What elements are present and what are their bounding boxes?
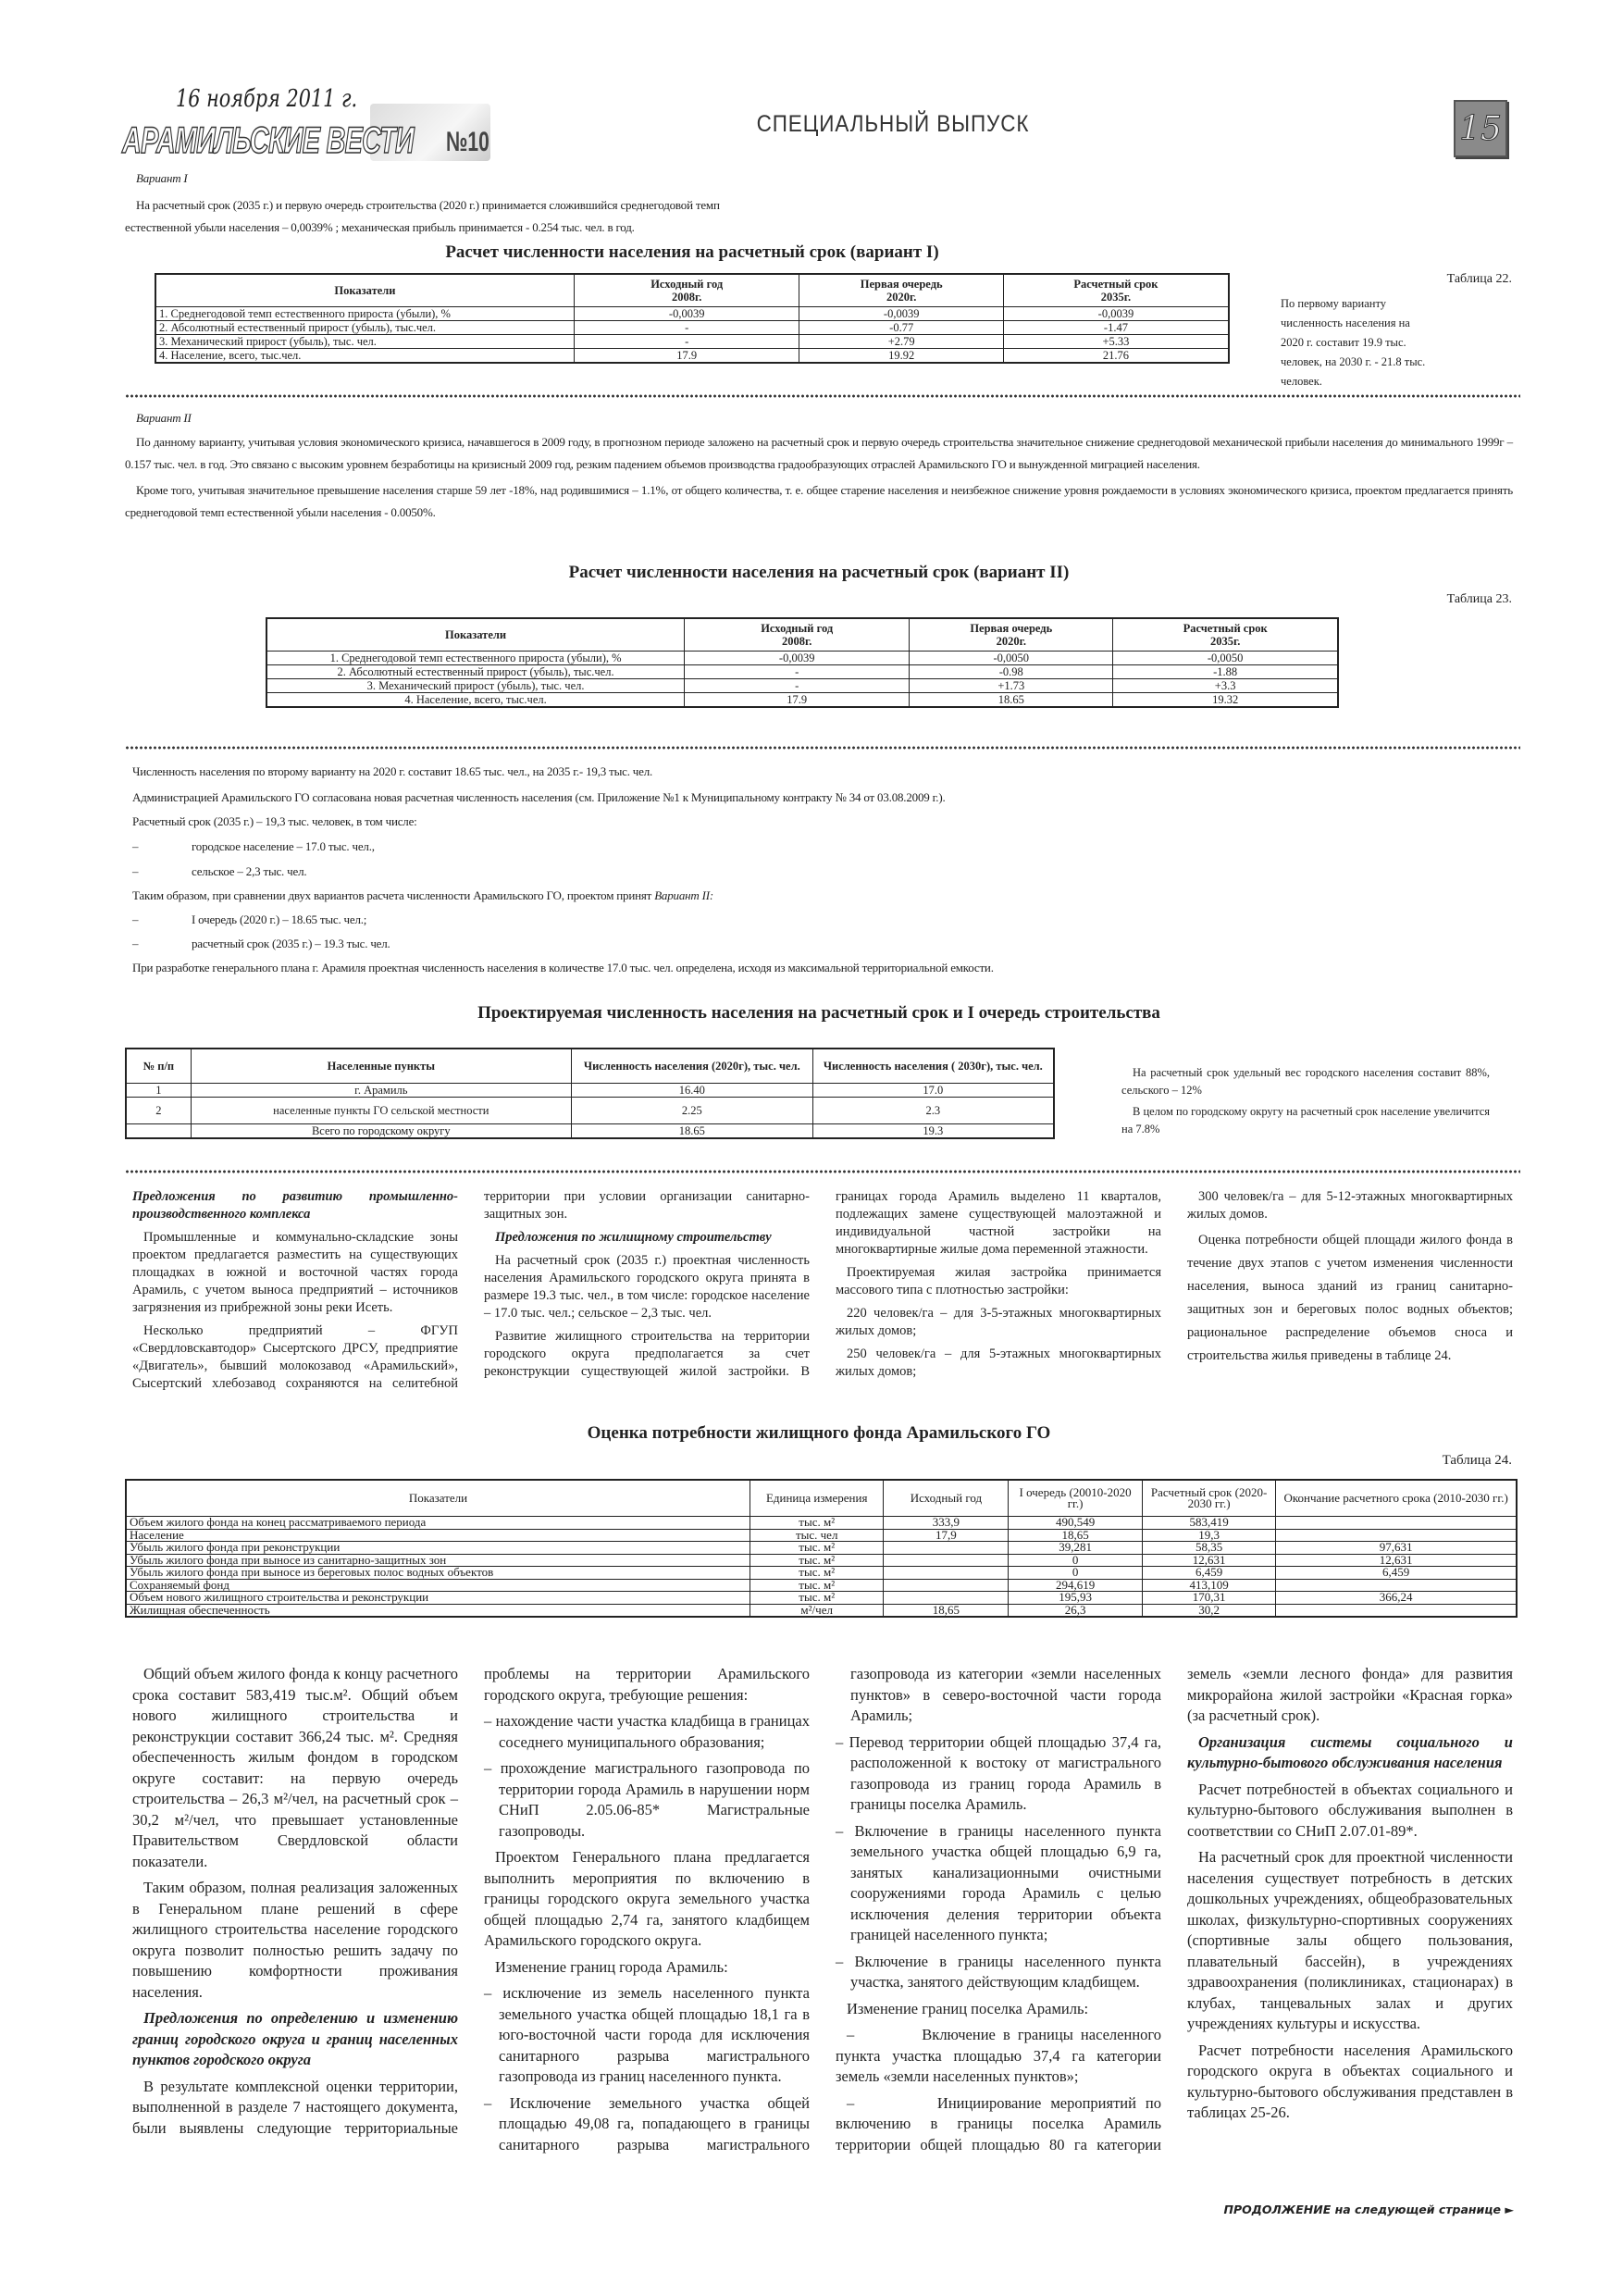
table-cell: 195,93 <box>1009 1592 1143 1605</box>
summary-bullet: I очередь (2020 г.) – 18.65 тыс. чел.; <box>192 912 367 926</box>
table-cell: -0,0039 <box>799 307 1003 321</box>
column-header: Населенные пункты <box>191 1049 571 1084</box>
table-cell: 21.76 <box>1003 349 1229 364</box>
table-cell <box>1276 1604 1517 1617</box>
list-item: – Инициирование мероприятий по включению в границы поселка Арамиль территории общей площадью 80 га категории земель «земли лесного фонда» для развития микрорайона жилой застройки «Красная горка» (за расчетный срок). <box>836 1665 1518 2153</box>
summary-text: Таким образом, при сравнении двух вариантов расчета численности Арамильского ГО, проектом принят <box>132 888 652 902</box>
table-cell: Убыль жилого фонда при выносе из санитарно-защитных зон <box>126 1554 750 1567</box>
table23-label: Таблица 23. <box>1446 592 1512 606</box>
column-header-line: Исходный год <box>650 278 724 291</box>
column-header-line: 2035г. <box>1209 635 1241 648</box>
bullet-dash: – <box>132 864 139 878</box>
paragraph: 220 человек/га – для 3-5-этажных многоквартирных жилых домов; <box>836 1306 1161 1338</box>
summary-line: Расчетный срок (2035 г.) – 19,3 тыс. человек, в том числе: <box>132 814 417 828</box>
table-row <box>126 1592 1517 1605</box>
summary-line: При разработке генерального плана г. Арамиля проектная численность населения в количестве 17.0 тыс. чел. определена, исходя из максимальной территориальной емкости. <box>132 961 994 974</box>
list-item: – нахождение части участка кладбища в границах соседнего муниципального образования; <box>484 1712 810 1751</box>
table-header-row <box>266 618 1338 652</box>
section-heading: Организация системы социального и культурно-бытового обслуживания населения <box>1187 1732 1513 1771</box>
column-header-line: 2008г. <box>781 635 812 648</box>
paragraph: Проектируемая жилая застройка принимается массового типа с плотностью застройки: <box>836 1265 1161 1297</box>
table-cell: - <box>685 679 910 693</box>
table-row <box>126 1517 1517 1530</box>
column-header: Окончание расчетного срока (2010-2030 гг.) <box>1276 1480 1517 1517</box>
table-cell <box>884 1542 1009 1555</box>
paragraph: Расчет потребности населения Арамильского городского округа в объектах социального и культурно-бытового обслуживания представлен в таблицах 25-26. <box>1187 2041 1513 2121</box>
paragraph: В результате комплексной оценки территории, выполненной в разделе 7 настоящего документа, были выявлены следующие территориальные проблемы на территории Арамильского городского округа, требующие решения: <box>132 1665 810 2137</box>
table-cell: -0,0039 <box>685 652 910 665</box>
table-cell: Жилищная обеспеченность <box>126 1604 750 1617</box>
table-cell: тыс. м² <box>750 1567 884 1580</box>
table-row <box>126 1098 1054 1124</box>
table-cell: +5.33 <box>1003 335 1229 349</box>
paragraph: Промышленные и коммунально-складские зоны проектом предлагается разместить на существующих площадках в южной и восточной частях города Арамиль, с учетом выноса предприятий – источников загрязнения из прибрежной зоны реки Исеть. <box>132 1230 458 1315</box>
variant2-text <box>125 431 1513 527</box>
table-cell: 3. Механический прирост (убыль), тыс. чел. <box>266 679 685 693</box>
section-heading: Предложения по жилищному строительству <box>495 1230 772 1245</box>
paragraph: 250 человек/га – для 5-этажных многоквартирных жилых домов; <box>836 1347 1161 1379</box>
table-cell: -0,0039 <box>1003 307 1229 321</box>
table-cell: 58,35 <box>1142 1542 1276 1555</box>
table-cell: -0,0039 <box>574 307 799 321</box>
column-header-line: Расчетный срок <box>1073 278 1158 291</box>
table-cell: -0.77 <box>799 321 1003 335</box>
table-cell: м²/чел <box>750 1604 884 1617</box>
table-header-row <box>126 1480 1517 1517</box>
dotted-divider <box>125 746 1520 750</box>
table-cell: -0.98 <box>910 665 1113 679</box>
housing-title: Оценка потребности жилищного фонда Арамильского ГО <box>587 1423 1051 1443</box>
issue-number: №10 <box>446 127 489 157</box>
table-row <box>266 693 1338 708</box>
table-24 <box>125 1479 1518 1618</box>
table-cell: тыс. м² <box>750 1592 884 1605</box>
summary-bullet: городское население – 17.0 тыс. чел., <box>192 839 375 853</box>
column-header-line: Исходный год <box>761 622 834 635</box>
column-header-line: Расчетный срок <box>1183 622 1268 635</box>
table-cell: Всего по городскому округу <box>191 1124 571 1139</box>
table-cell: 6,459 <box>1276 1567 1517 1580</box>
table-row <box>126 1084 1054 1098</box>
column-header: Численность населения ( 2030г), тыс. чел. <box>812 1049 1054 1084</box>
table-cell: Убыль жилого фонда при выносе из береговых полос водных объектов <box>126 1567 750 1580</box>
table23-title: Расчет численности населения на расчетный срок (вариант II) <box>568 563 1070 582</box>
table-cell: 2. Абсолютный естественный прирост (убыль), тыс.чел. <box>266 665 685 679</box>
column-header <box>1113 618 1338 652</box>
variant1-para2: естественной убыли населения – 0,0039% ; механическая прибыль принимается - 0.254 тыс. чел. в год. <box>125 220 635 234</box>
projected-side-notes <box>1121 1064 1490 1142</box>
column-header-line: Показатели <box>445 628 507 641</box>
table-cell: 333,9 <box>884 1517 1009 1530</box>
table-cell: -0,0050 <box>910 652 1113 665</box>
column-header-line: 2035г. <box>1100 291 1132 304</box>
column-header: № п/п <box>126 1049 191 1084</box>
table-header-row <box>126 1049 1054 1084</box>
table-cell: 2.3 <box>812 1098 1054 1124</box>
paragraph: 300 человек/га – для 5-12-этажных многоквартирных жилых домов. <box>1187 1189 1513 1222</box>
table-cell: 6,459 <box>1142 1567 1276 1580</box>
column-header: Численность населения (2020г), тыс. чел. <box>571 1049 812 1084</box>
variant2-para2: Кроме того, учитывая значительное превышение населения старше 59 лет -18%, над родившимися – 1.1%, от общего количества, т. е. общее старение населения и неизбежное снижение уровня рождаемости в условиях экономического кризиса, проектом предлагается принять среднегодовой темп естественной убыли населения - 0.0050%. <box>125 483 1513 519</box>
table-cell: г. Арамиль <box>191 1084 571 1098</box>
table-cell: 170,31 <box>1142 1592 1276 1605</box>
continued-link[interactable]: ПРОДОЛЖЕНИЕ на следующей странице ► <box>1223 2203 1514 2216</box>
table-cell: +3.3 <box>1113 679 1338 693</box>
variant2-heading: Вариант II <box>136 411 192 425</box>
paragraph: Несколько предприятий – ФГУП «Свердловскавтодор» Сысертского ДРСУ, предприятие «Двигатель», бывший молокозавод «Арамильский», Сысертский хлебозавод сохраняются на селитебной территории при условии организации санитарно-защитных зон. <box>132 1189 810 1391</box>
paragraph: Изменение границ города Арамиль: <box>495 1957 728 1976</box>
column-header-line: 2020г. <box>886 291 917 304</box>
paragraph: Общий объем жилого фонда к концу расчетного срока составит 583,419 тыс.м². Общий объем нового жилищного строительства и реконструкции составит 366,24 тыс. м². Средняя обеспеченность жилым фондом в городском округе составит: на первую очередь строительства – 26,3 м²/чел, на расчетный срок – 30,2 м²/чел, что превышает установленные Правительством Свердловской области показатели. <box>132 1665 458 1870</box>
table-cell: 2 <box>126 1098 191 1124</box>
table-cell <box>884 1592 1009 1605</box>
table-cell <box>884 1554 1009 1567</box>
table-cell: 413,109 <box>1142 1579 1276 1592</box>
paragraph: Проектом Генерального плана предлагается выполнить мероприятия по включению в границы городского округа земельного участка общей площадью 2,74 га, занятого кладбищем Арамильского городского округа. <box>484 1848 810 1949</box>
paragraph: Развитие жилищного строительства на территории городского округа предполагается за счет реконструкции существующей жилой застройки. В границах города Арамиль выделено 11 кварталов, подлежащих замене существующей малоэтажной и индивидуальной частной застройки на многоквартирные жилые дома переменной этажности. <box>484 1189 1161 1379</box>
table-row <box>266 652 1338 665</box>
table-cell: Убыль жилого фонда при реконструкции <box>126 1542 750 1555</box>
paragraph: На расчетный срок (2035 г.) проектная численность населения Арамильского городского округа принята в размере 19.3 тыс. чел., в том числе: городское население – 17.0 тыс. чел.; сельское – 2,3 тыс. чел. <box>484 1253 810 1321</box>
column-header <box>799 274 1003 307</box>
list-item: – Исключение земельного участка общей площадью 49,08 га, попадающего в границы санитарного разрыва магистрального газопровода из категории «земли населенных пунктов» в северо-восточной части города Арамиль; <box>484 1665 1161 2153</box>
table-cell: 1 <box>126 1084 191 1098</box>
table-cell: 2. Абсолютный естественный прирост (убыль), тыс.чел. <box>155 321 574 335</box>
table-23 <box>266 617 1339 708</box>
middle-article <box>132 1188 1513 1403</box>
paragraph: Оценка потребности общей площади жилого фонда в течение двух этапов с учетом изменения численности населения, выноса зданий из границ санитарно-защитных зон и береговых полос водных объектов; рациональное распределение объемов сноса и строительства жилья приведены в таблице 24. <box>1187 1233 1513 1363</box>
column-header <box>155 274 574 307</box>
table-cell: 16.40 <box>571 1084 812 1098</box>
variant1-para1: На расчетный срок (2035 г.) и первую очередь строительства (2020 г.) принимается сложившийся среднегодовой темп <box>136 198 720 212</box>
table-cell: 12,631 <box>1142 1554 1276 1567</box>
table-projected <box>125 1048 1055 1139</box>
list-item: – Включение в границы населенного пункта участка, занятого действующим кладбищем. <box>836 1952 1161 1991</box>
column-header-line: Показатели <box>334 284 396 297</box>
table-cell: 4. Население, всего, тыс.чел. <box>155 349 574 364</box>
summary-line: Администрацией Арамильского ГО согласована новая расчетная численность населения (см. Приложение №1 к Муниципальному контракту № 34 от 03.08.2009 г.). <box>132 790 946 804</box>
table-cell: Сохраняемый фонд <box>126 1579 750 1592</box>
table-cell: 18,65 <box>884 1604 1009 1617</box>
table-cell: 18.65 <box>910 693 1113 708</box>
table-cell: тыс. м² <box>750 1579 884 1592</box>
table-cell: тыс. м² <box>750 1517 884 1530</box>
column-header-line: 2020г. <box>996 635 1026 648</box>
table-row <box>155 335 1229 349</box>
table-row <box>155 349 1229 364</box>
summary-line: Численность населения по второму варианту на 2020 г. составит 18.65 тыс. чел., на 2035 г.- 19,3 тыс. чел. <box>132 764 653 778</box>
table-row <box>126 1542 1517 1555</box>
column-header: Исходный год <box>884 1480 1009 1517</box>
table-cell <box>884 1579 1009 1592</box>
table24-label: Таблица 24. <box>1442 1453 1512 1468</box>
table-22 <box>155 273 1230 364</box>
table-cell: - <box>574 321 799 335</box>
bullet-dash: – <box>132 937 139 950</box>
paragraph: Расчет потребностей в объектах социального и культурно-бытового обслуживания выполнен в соответствии со СНиП 2.07.01-89*. <box>1187 1780 1513 1840</box>
paragraph: Таким образом, полная реализация заложенных в Генеральном плане решений в сфере жилищного строительства население городского округа позволит полностью решить задачу по повышению комфортности проживания населения. <box>132 1879 458 2001</box>
table-row <box>126 1124 1054 1139</box>
table-cell: 366,24 <box>1276 1592 1517 1605</box>
section-heading: Предложения по развитию промышленно-производственного комплекса <box>132 1189 458 1222</box>
bottom-article <box>132 1664 1518 2196</box>
table-cell: тыс. чел <box>750 1529 884 1542</box>
paragraph: Изменение границ поселка Арамиль: <box>847 1999 1089 2017</box>
table-cell <box>884 1567 1009 1580</box>
table-cell: Население <box>126 1529 750 1542</box>
table-cell: 17.9 <box>685 693 910 708</box>
dotted-divider <box>125 394 1520 398</box>
list-item: – прохождение магистрального газопровода по территории города Арамиль в нарушении норм СНиП 2.05.06-85* Магистральные газопроводы. <box>484 1759 810 1840</box>
dotted-divider <box>125 1170 1520 1173</box>
table-header-row <box>155 274 1229 307</box>
table-cell: 97,631 <box>1276 1542 1517 1555</box>
projected-title: Проектируемая численность населения на расчетный срок и I очередь строительства <box>477 1003 1160 1023</box>
table-cell: 490,549 <box>1009 1517 1143 1530</box>
table-cell: 0 <box>1009 1554 1143 1567</box>
table-cell: 17.0 <box>812 1084 1054 1098</box>
column-header: I очередь (20010-2020 гг.) <box>1009 1480 1143 1517</box>
list-item: – исключение из земель населенного пункта земельного участка общей площадью 18,1 га в юго-восточной части города для исключения санитарного разрыва магистрального газопровода из границ населенного пункта. <box>484 1984 810 2085</box>
table-cell: -1.47 <box>1003 321 1229 335</box>
column-header <box>266 618 685 652</box>
table-cell: 18,65 <box>1009 1529 1143 1542</box>
variant1-heading: Вариант I <box>136 171 188 185</box>
list-item: – Перевод территории общей площадью 37,4 га, расположенной к востоку от магистрального газопровода из границ города Арамиль в границы поселка Арамиль. <box>836 1732 1161 1813</box>
table-cell: - <box>574 335 799 349</box>
table-cell: 294,619 <box>1009 1579 1143 1592</box>
table-row <box>126 1567 1517 1580</box>
variant-emphasis: Вариант II: <box>654 888 714 902</box>
table-cell: +2.79 <box>799 335 1003 349</box>
table22-title: Расчет численности населения на расчетный срок (вариант I) <box>445 242 939 262</box>
table-cell: -0,0050 <box>1113 652 1338 665</box>
list-item: – Включение в границы населенного пункта участка площадью 37,4 га категории земель «земли населенных пунктов»; <box>836 2026 1166 2085</box>
table-cell: 2.25 <box>571 1098 812 1124</box>
table-row <box>155 321 1229 335</box>
column-header: Показатели <box>126 1480 750 1517</box>
table-cell: 19.92 <box>799 349 1003 364</box>
variant1-side-note: По первому варианту численность населения на 2020 г. составит 19.9 тыс. человек, на 2030 г. - 21.8 тыс. человек. <box>1281 297 1426 388</box>
newspaper-logo: АРАМИЛЬСКИЕ ВЕСТИ <box>122 120 414 161</box>
table-row <box>266 665 1338 679</box>
table-cell: 3. Механический прирост (убыль), тыс. чел. <box>155 335 574 349</box>
table-cell: +1.73 <box>910 679 1113 693</box>
table-cell: 39,281 <box>1009 1542 1143 1555</box>
column-header: Расчетный срок (2020-2030 гг.) <box>1142 1480 1276 1517</box>
table-cell: 19.32 <box>1113 693 1338 708</box>
column-header-line: Первая очередь <box>970 622 1053 635</box>
table-cell <box>1276 1517 1517 1530</box>
column-header <box>910 618 1113 652</box>
projected-side2: В целом по городскому округу на расчетный срок население увеличится на 7.8% <box>1121 1105 1490 1136</box>
table-cell: 17.9 <box>574 349 799 364</box>
section-heading: Предложения по определению и изменению границ городского округа и границ населенных пунктов городского округа <box>132 2009 458 2068</box>
table-row <box>126 1604 1517 1617</box>
table-cell <box>126 1124 191 1139</box>
table-cell: 4. Население, всего, тыс.чел. <box>266 693 685 708</box>
table-cell: 17,9 <box>884 1529 1009 1542</box>
summary-line <box>132 885 713 907</box>
list-item: – Включение в границы населенного пункта земельного участка общей площадью 6,9 га, занятых канализационными очистными сооружениями города Арамиль с целью исключения деления территории объекта границей населенного пункта; <box>836 1821 1161 1943</box>
summary-bullet: расчетный срок (2035 г.) – 19.3 тыс. чел. <box>192 937 390 950</box>
column-header <box>574 274 799 307</box>
paragraph: На расчетный срок для проектной численности населения существует потребность в детских дошкольных учреждениях, общеобразовательных школах, физкультурно-спортивных сооружениях (спортивные залы общего пользования, плавательный бассейн), в учреждениях здравоохранения (поликлиниках, стационарах) в клубах, танцевальных залах и других учреждениях культуры и искусства. <box>1187 1848 1513 2032</box>
table-cell: 583,419 <box>1142 1517 1276 1530</box>
page-number: 15 <box>1454 100 1507 157</box>
column-header-line: 2008г. <box>671 291 702 304</box>
column-header-line: Первая очередь <box>860 278 943 291</box>
table-row <box>266 679 1338 693</box>
projected-side1: На расчетный срок удельный вес городского населения составит 88%, сельского – 12% <box>1121 1066 1490 1097</box>
table-cell: -1.88 <box>1113 665 1338 679</box>
table-cell: - <box>685 665 910 679</box>
table-cell: 18.65 <box>571 1124 812 1139</box>
table22-label: Таблица 22. <box>1446 272 1512 286</box>
table-cell: тыс. м² <box>750 1542 884 1555</box>
column-header <box>1003 274 1229 307</box>
table-cell: 30,2 <box>1142 1604 1276 1617</box>
table-cell: 12,631 <box>1276 1554 1517 1567</box>
bullet-dash: – <box>132 912 139 926</box>
section-title: СПЕЦИАЛЬНЫЙ ВЫПУСК <box>756 111 1030 137</box>
table-cell: населенные пункты ГО сельской местности <box>191 1098 571 1124</box>
column-header: Единица измерения <box>750 1480 884 1517</box>
table-cell: 0 <box>1009 1567 1143 1580</box>
table-cell: Объем нового жилищного строительства и реконструкции <box>126 1592 750 1605</box>
table-cell: Объем жилого фонда на конец рассматриваемого периода <box>126 1517 750 1530</box>
variant2-para1: По данному варианту, учитывая условия экономического кризиса, начавшегося в 2009 году, в прогнозном периоде заложено на расчетный срок и первую очередь строительства значительное снижение среднегодовой механической прибыли населения до минимального 1999г – 0.157 тыс. чел. в год. Это связано с высоким уровнем безработицы на кризисный 2009 год, резким падением объемов производства градообразующих отраслей Арамильского ГО и вынужденной миграцией населения. <box>125 435 1513 471</box>
table-cell: 1. Среднегодовой темп естественного прироста (убыли), % <box>266 652 685 665</box>
summary-bullet: сельское – 2,3 тыс. чел. <box>192 864 307 878</box>
column-header <box>685 618 910 652</box>
table-cell: тыс. м² <box>750 1554 884 1567</box>
bullet-dash: – <box>132 839 139 853</box>
table-cell: 19,3 <box>1142 1529 1276 1542</box>
table-cell: 19.3 <box>812 1124 1054 1139</box>
table-cell: 26,3 <box>1009 1604 1143 1617</box>
issue-date: 16 ноября 2011 г. <box>176 85 358 113</box>
table-cell: 1. Среднегодовой темп естественного прироста (убыли), % <box>155 307 574 321</box>
table-row <box>155 307 1229 321</box>
